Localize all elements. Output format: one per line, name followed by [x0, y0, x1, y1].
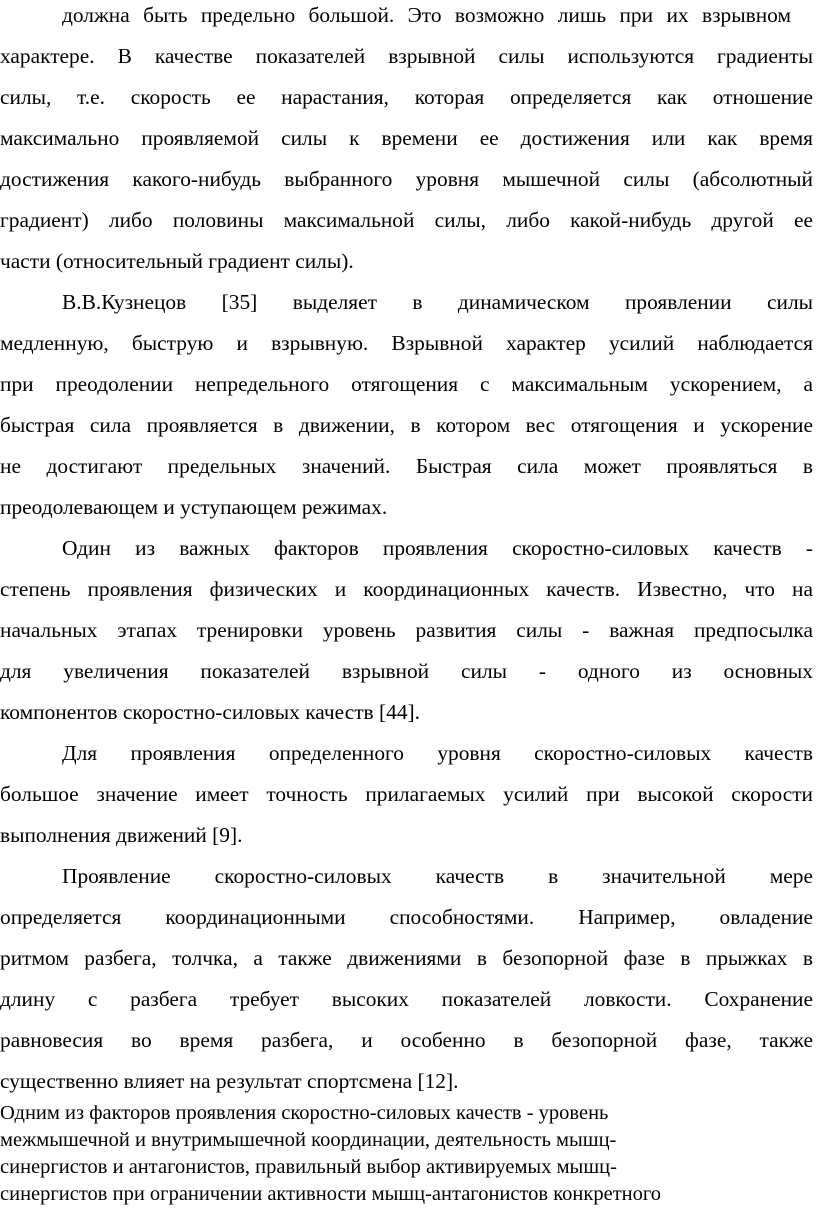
paragraph-line: при преодолении непредельного отягощения с максимальным ускорением, а [0, 372, 813, 396]
paragraph-line: существенно влияет на результат спортсмена [12]. [0, 1069, 459, 1093]
paragraph-line: медленную, быструю и взрывную. Взрывной характер усилий наблюдается [0, 331, 813, 355]
paragraph-line: не достигают предельных значений. Быстрая сила может проявляться в [0, 454, 813, 478]
paragraph-line: начальных этапах тренировки уровень развития силы - важная предпосылка [0, 618, 813, 642]
paragraph-line: определяется координационными способностями. Например, овладение [0, 905, 813, 929]
paragraph-line: должна быть предельно большой. Это возможно лишь при их взрывном [62, 3, 791, 27]
paragraph-line: достижения какого-нибудь выбранного уровня мышечной силы (абсолютный [0, 167, 813, 191]
paragraph-line: максимально проявляемой силы к времени ее достижения или как время [0, 126, 813, 150]
paragraph-line: степень проявления физических и координационных качеств. Известно, что на [0, 577, 813, 601]
paragraph-line: равновесия во время разбега, и особенно в безопорной фазе, также [0, 1028, 813, 1052]
paragraph-line: выполнения движений [9]. [0, 823, 243, 847]
paragraph-line: части (относительный градиент силы). [0, 249, 354, 273]
paragraph-line: Для проявления определенного уровня скоростно-силовых качеств [62, 741, 813, 765]
paragraph-line: для увеличения показателей взрывной силы - одного из основных [0, 659, 813, 683]
paragraph-line: синергистов и антагонистов, правильный выбор активируемых мышц- [0, 1156, 617, 1178]
paragraph-line: ритмом разбега, толчка, а также движениями в безопорной фазе в прыжках в [0, 946, 813, 970]
paragraph-line: длину с разбега требует высоких показателей ловкости. Сохранение [0, 987, 813, 1011]
paragraph-line: синергистов при ограничении активности мышц-антагонистов конкретного [0, 1183, 662, 1205]
paragraph-line: В.В.Кузнецов [35] выделяет в динамическом проявлении силы [62, 290, 813, 314]
paragraph-line: Одним из факторов проявления скоростно-силовых качеств - уровень [0, 1102, 609, 1124]
paragraph-line: компонентов скоростно-силовых качеств [44]. [0, 700, 420, 724]
paragraph-line: характере. В качестве показателей взрывной силы используются градиенты [0, 44, 813, 68]
paragraph-line: большое значение имеет точность прилагаемых усилий при высокой скорости [0, 782, 813, 806]
paragraph-line: Проявление скоростно-силовых качеств в значительной мере [62, 864, 813, 888]
paragraph-line: Один из важных факторов проявления скоростно-силовых качеств - [62, 536, 813, 560]
paragraph-line: силы, т.е. скорость ее нарастания, которая определяется как отношение [0, 85, 813, 109]
paragraph-line: градиент) либо половины максимальной силы, либо какой-нибудь другой ее [0, 208, 813, 232]
paragraph-line: преодолевающем и уступающем режимах. [0, 495, 388, 519]
paragraph-line: быстрая сила проявляется в движении, в котором вес отягощения и ускорение [0, 413, 813, 437]
paragraph-line: межмышечной и внутримышечной координации, деятельность мышц- [0, 1129, 617, 1151]
